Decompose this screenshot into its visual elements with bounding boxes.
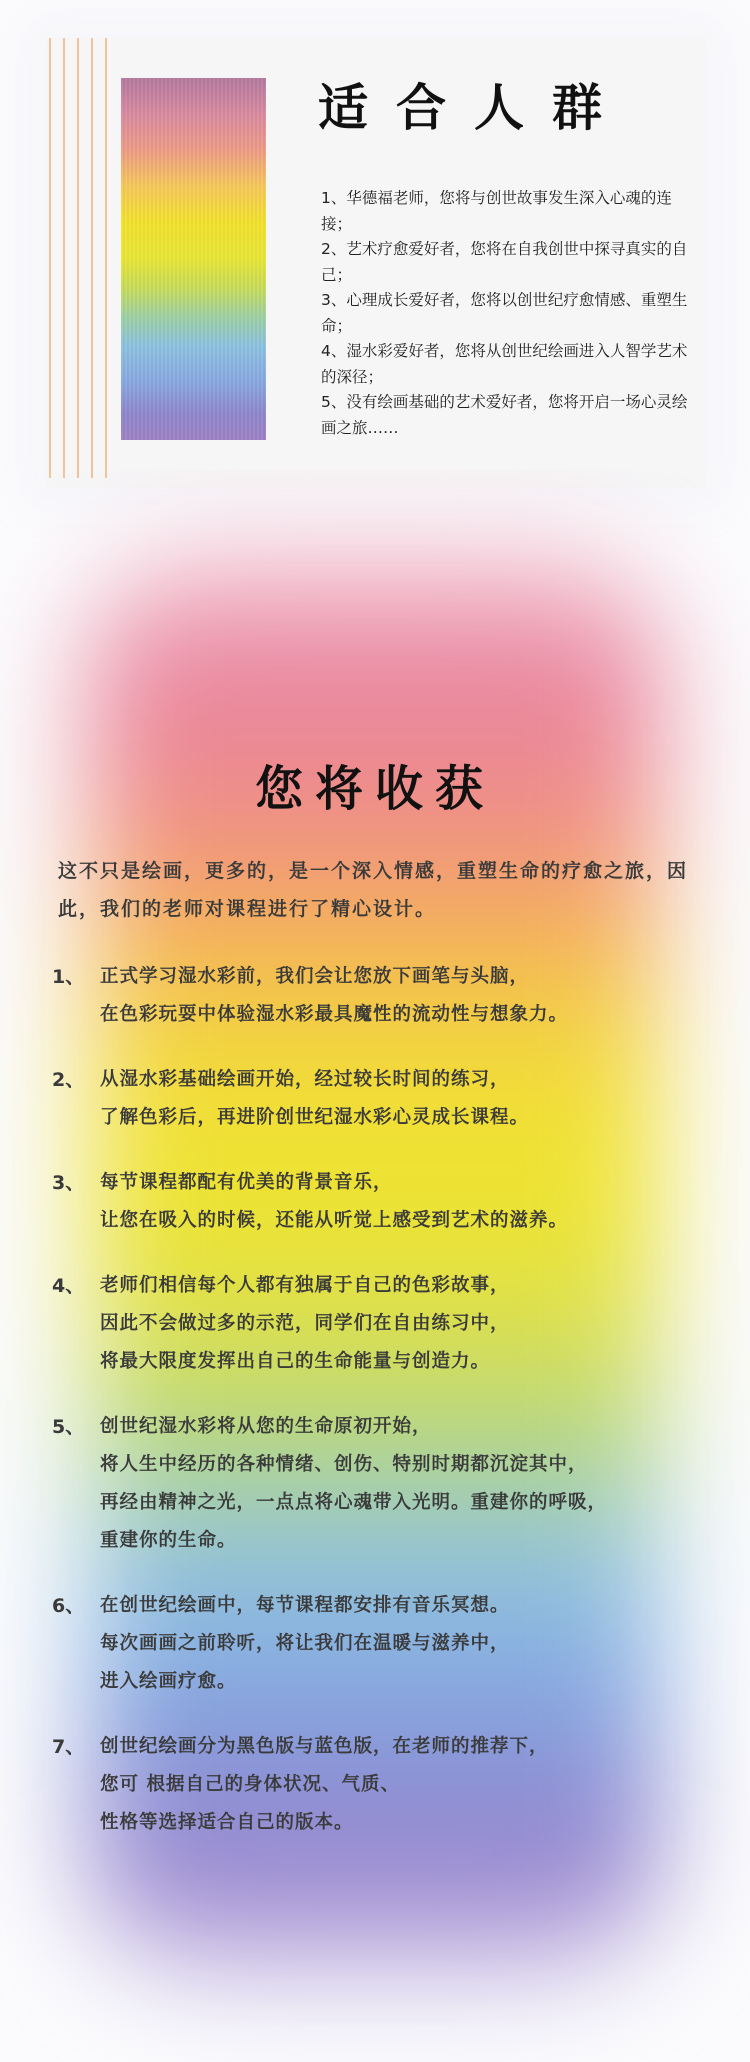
item-number: 3、 <box>52 1172 85 1194</box>
item-line: 进入绘画疗愈。 <box>100 1671 237 1692</box>
item-number: 5、 <box>52 1416 85 1438</box>
item-line: 再经由精神之光，一点点将心魂带入光明。重建你的呼吸， <box>100 1492 608 1513</box>
item-line: 性格等选择适合自己的版本。 <box>100 1812 354 1833</box>
audience-item: 2、艺术疗愈爱好者，您将在自我创世中探寻真实的自己； <box>321 240 688 284</box>
list-item <box>52 1587 732 1701</box>
item-line: 在色彩玩耍中体验湿水彩最具魔性的流动性与想象力。 <box>100 1004 569 1025</box>
audience-card <box>46 38 706 488</box>
item-number: 7、 <box>52 1736 85 1758</box>
list-item <box>52 1408 732 1560</box>
decorative-lines <box>49 38 109 478</box>
item-line: 因此不会做过多的示范，同学们在自由练习中， <box>100 1313 510 1334</box>
list-item <box>52 1267 732 1381</box>
item-line: 您可 根据自己的身体状况、气质、 <box>100 1774 400 1795</box>
list-item <box>52 958 732 1034</box>
item-number: 1、 <box>52 966 85 988</box>
item-line: 了解色彩后，再进阶创世纪湿水彩心灵成长课程。 <box>100 1107 530 1128</box>
item-line: 正式学习湿水彩前，我们会让您放下画笔与头脑， <box>100 966 530 987</box>
audience-item: 4、湿水彩爱好者，您将从创世纪绘画进入人智学艺术的深径； <box>321 342 688 386</box>
gains-intro: 这不只是绘画，更多的，是一个深入情感，重塑生命的疗愈之旅，因此，我们的老师对课程进行了精心设计。 <box>58 860 689 920</box>
item-line: 创世纪湿水彩将从您的生命原初开始， <box>100 1416 432 1437</box>
item-line: 重建你的生命。 <box>100 1530 237 1551</box>
gains-title: 您将收获 <box>254 761 495 817</box>
item-line: 将人生中经历的各种情绪、创伤、特别时期都沉淀其中， <box>100 1454 588 1475</box>
item-line: 从湿水彩基础绘画开始，经过较长时间的练习， <box>100 1069 510 1090</box>
list-item <box>52 1728 732 1842</box>
item-line: 每节课程都配有优美的背景音乐， <box>100 1172 393 1193</box>
audience-item: 1、华德福老师，您将与创世故事发生深入心魂的连接； <box>321 189 672 233</box>
item-line: 在创世纪绘画中，每节课程都安排有音乐冥想。 <box>100 1595 510 1616</box>
item-line: 将最大限度发挥出自己的生命能量与创造力。 <box>100 1351 491 1372</box>
audience-item: 3、心理成长爱好者，您将以创世纪疗愈情感、重塑生命； <box>321 291 688 335</box>
item-line: 每次画画之前聆听，将让我们在温暖与滋养中， <box>100 1633 510 1654</box>
item-number: 2、 <box>52 1069 85 1091</box>
audience-title: 适合人群 <box>318 78 630 137</box>
item-number: 4、 <box>52 1275 85 1297</box>
rainbow-painting-image <box>121 78 266 440</box>
list-item <box>52 1061 732 1137</box>
gains-list <box>52 958 732 1869</box>
list-item <box>52 1164 732 1240</box>
audience-item: 5、没有绘画基础的艺术爱好者，您将开启一场心灵绘画之旅…… <box>321 393 688 437</box>
item-line: 创世纪绘画分为黑色版与蓝色版，在老师的推荐下， <box>100 1736 549 1757</box>
item-number: 6、 <box>52 1595 85 1617</box>
item-line: 让您在吸入的时候，还能从听觉上感受到艺术的滋养。 <box>100 1210 569 1231</box>
item-line: 老师们相信每个人都有独属于自己的色彩故事， <box>100 1275 510 1296</box>
audience-list <box>321 186 691 441</box>
